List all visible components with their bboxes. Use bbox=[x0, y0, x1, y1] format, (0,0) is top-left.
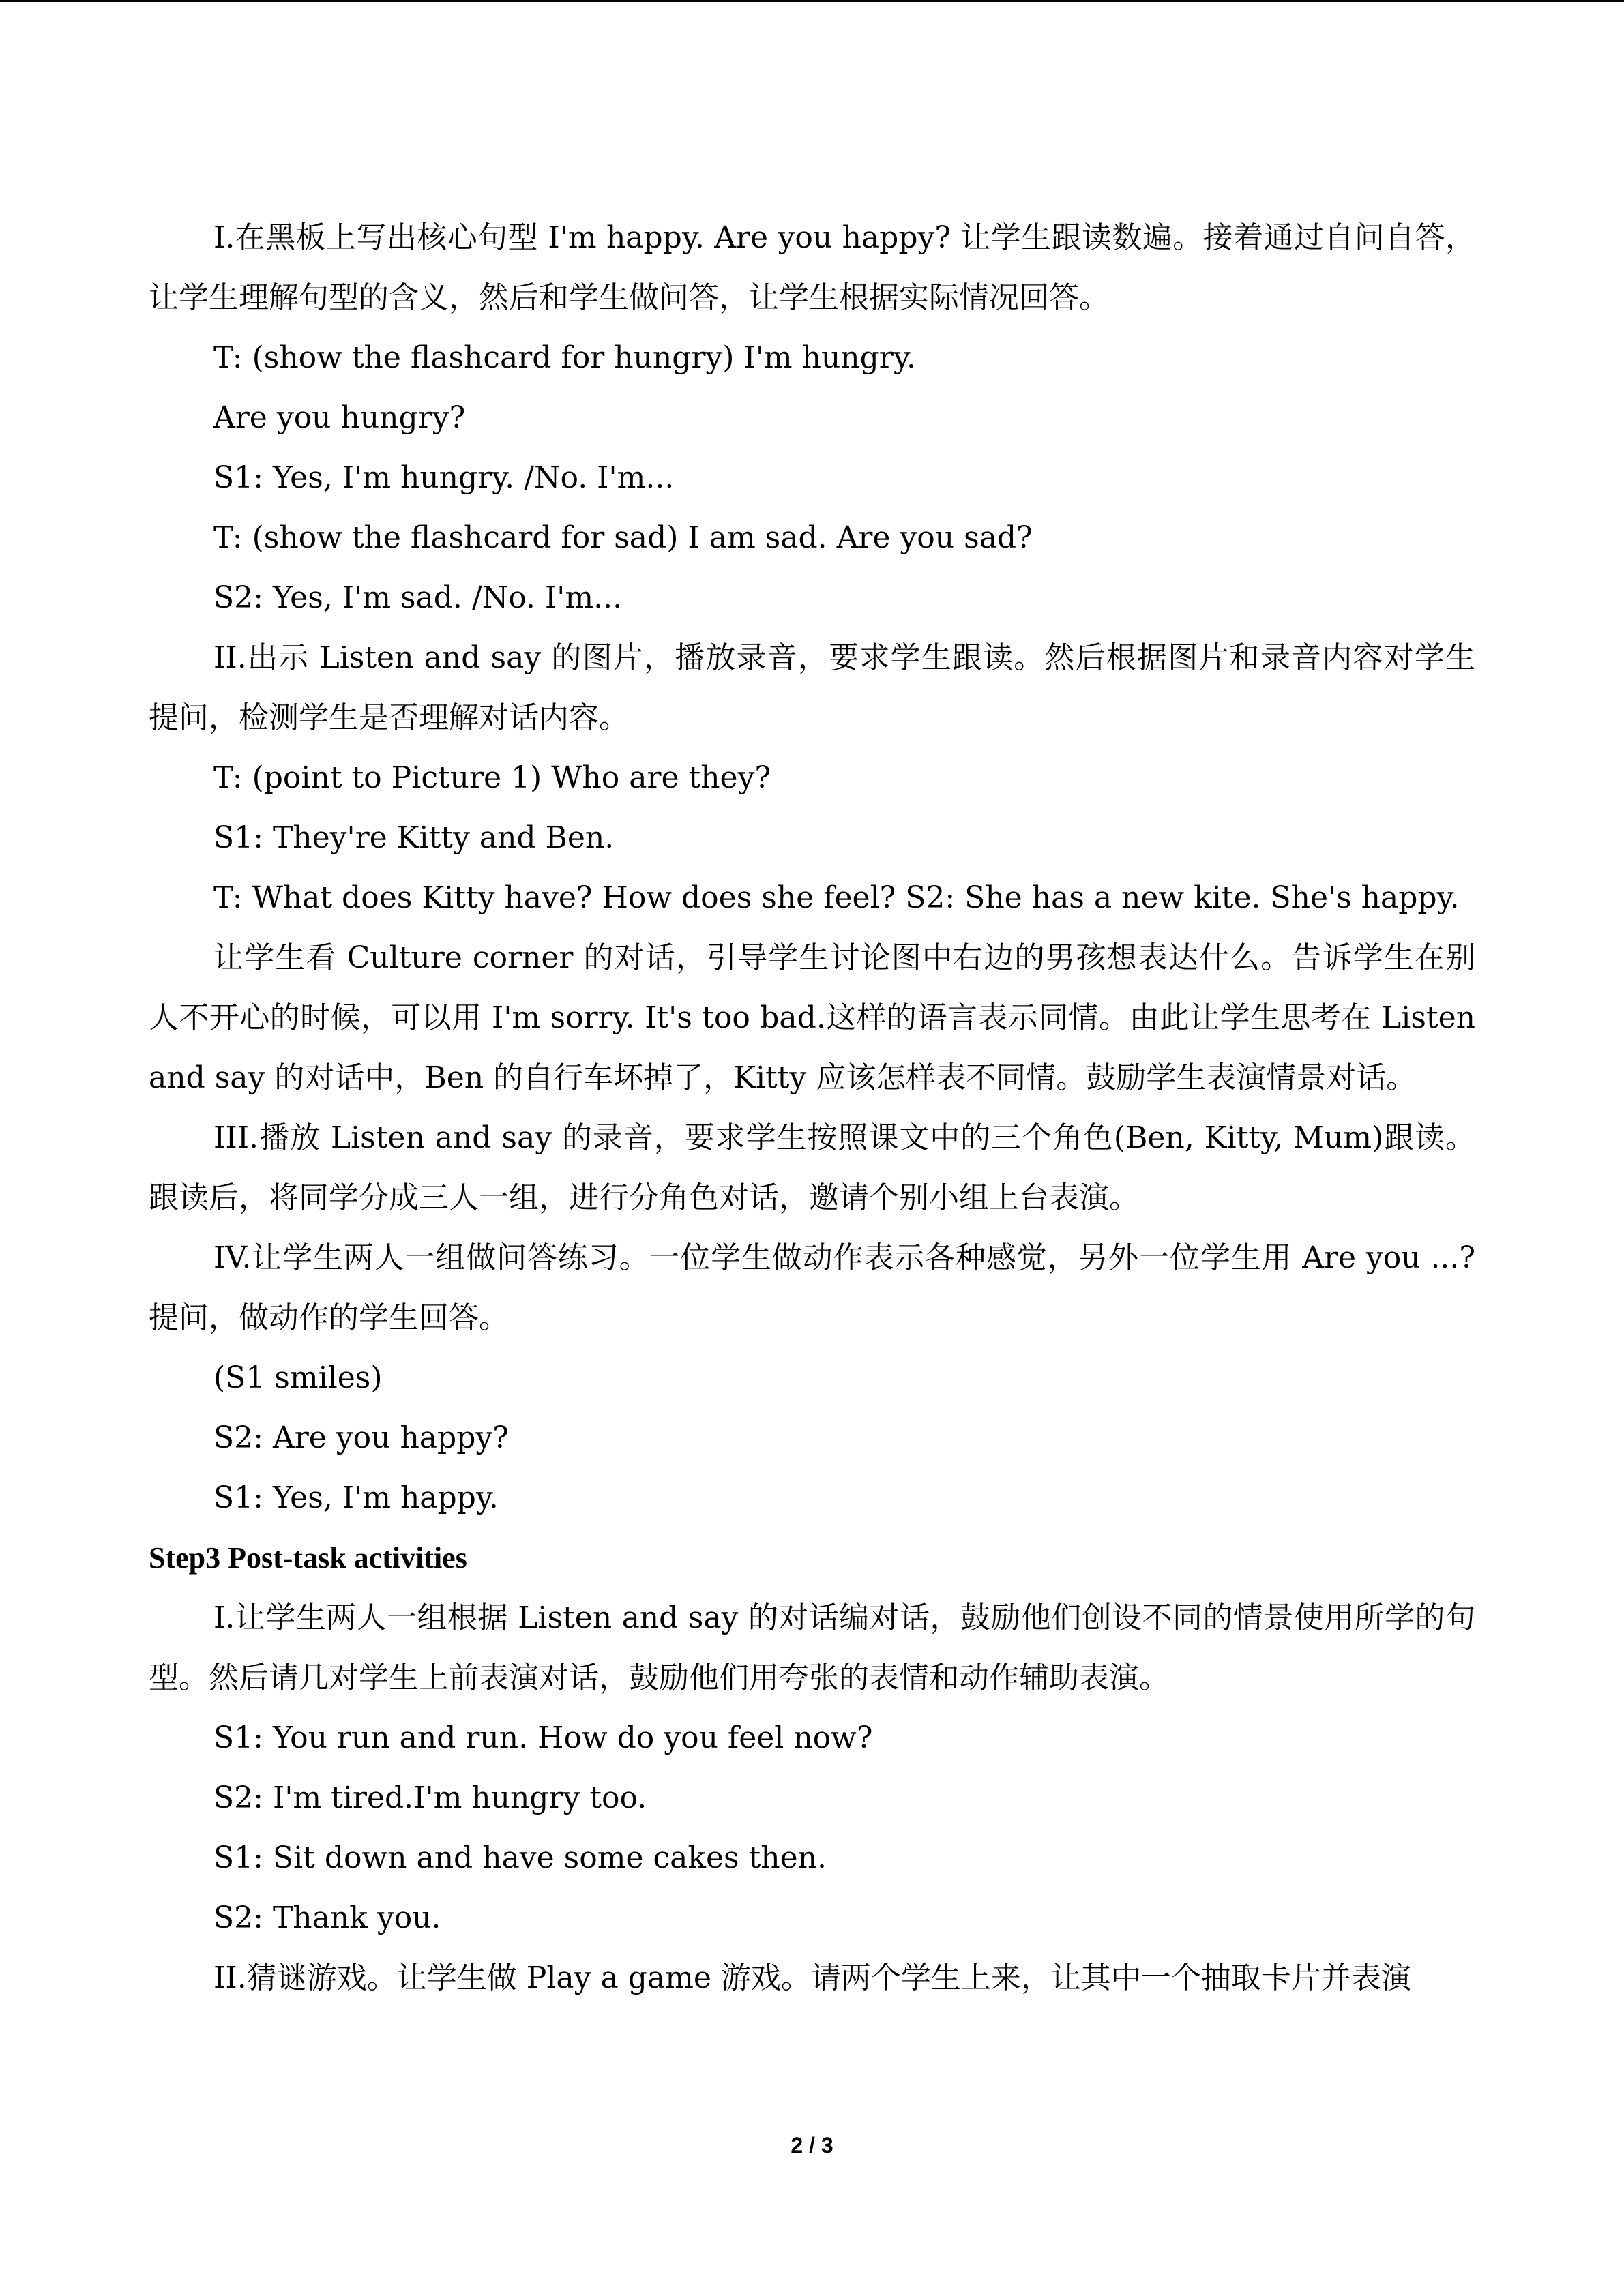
paragraph-core-sentence: I.在黑板上写出核心句型 I'm happy. Are you happy? 让学生跟读数遍。接着通过自问自答，让学生理解句型的含义，然后和学生做问答，让学生根据实际情况回答。 bbox=[149, 220, 1475, 315]
dialogue-line: S1: Sit down and have some cakes then. bbox=[213, 1840, 827, 1875]
dialogue-line: Are you hungry? bbox=[213, 400, 466, 435]
dialogue-line: T: (show the flashcard for sad) I am sad. Are you sad? bbox=[213, 520, 1033, 555]
dialogue-line: T: (show the flashcard for hungry) I'm hungry. bbox=[213, 340, 916, 375]
paragraph-pair-dialogue: I.让学生两人一组根据 Listen and say 的对话编对话，鼓励他们创设不同的情景使用所学的句型。然后请几对学生上前表演对话，鼓励他们用夸张的表情和动作辅助表演。 bbox=[149, 1600, 1475, 1695]
dialogue-line: S2: I'm tired.I'm hungry too. bbox=[213, 1780, 647, 1815]
paragraph-pair-practice: IV.让学生两人一组做问答练习。一位学生做动作表示各种感觉，另外一位学生用 Are you ...?提问，做动作的学生回答。 bbox=[149, 1240, 1475, 1335]
dialogue-line: S1: They're Kitty and Ben. bbox=[213, 820, 615, 855]
dialogue-line: S1: You run and run. How do you feel now? bbox=[213, 1720, 873, 1755]
dialogue-line: S2: Yes, I'm sad. /No. I'm... bbox=[213, 580, 623, 615]
dialogue-line: (S1 smiles) bbox=[213, 1360, 383, 1395]
paragraph-guessing-game: II.猜谜游戏。让学生做 Play a game 游戏。请两个学生上来，让其中一个抽取卡片并表演 bbox=[213, 1960, 1411, 1995]
section-heading: Step3 Post-task activities bbox=[149, 1541, 467, 1575]
dialogue-line: T: (point to Picture 1) Who are they? bbox=[213, 760, 771, 795]
document-body bbox=[149, 208, 1475, 2008]
dialogue-line: S2: Are you happy? bbox=[213, 1420, 509, 1455]
dialogue-line: S1: Yes, I'm hungry. /No. I'm... bbox=[213, 460, 675, 495]
paragraph-culture-corner: 让学生看 Culture corner 的对话，引导学生讨论图中右边的男孩想表达什么。告诉学生在别人不开心的时候，可以用 I'm sorry. It's too bad.这样的语言表示同情。由此让学生思考在 Listen and say 的对话中，Ben 的自行车坏掉了，Kitty 应该怎样表不同情。鼓励学生表演情景对话。 bbox=[149, 940, 1475, 1095]
paragraph-role-play: III.播放 Listen and say 的录音，要求学生按照课文中的三个角色(Ben, Kitty, Mum)跟读。跟读后，将同学分成三人一组，进行分角色对话，邀请个别小组上台表演。 bbox=[149, 1120, 1475, 1215]
dialogue-line: S1: Yes, I'm happy. bbox=[213, 1480, 499, 1515]
dialogue-line: T: What does Kitty have? How does she feel? S2: She has a new kite. She's happy. bbox=[213, 880, 1460, 915]
dialogue-line: S2: Thank you. bbox=[213, 1900, 441, 1935]
page-number: 2 / 3 bbox=[791, 2133, 833, 2158]
paragraph-listen-and-say: II.出示 Listen and say 的图片，播放录音，要求学生跟读。然后根据图片和录音内容对学生提问，检测学生是否理解对话内容。 bbox=[149, 640, 1475, 735]
